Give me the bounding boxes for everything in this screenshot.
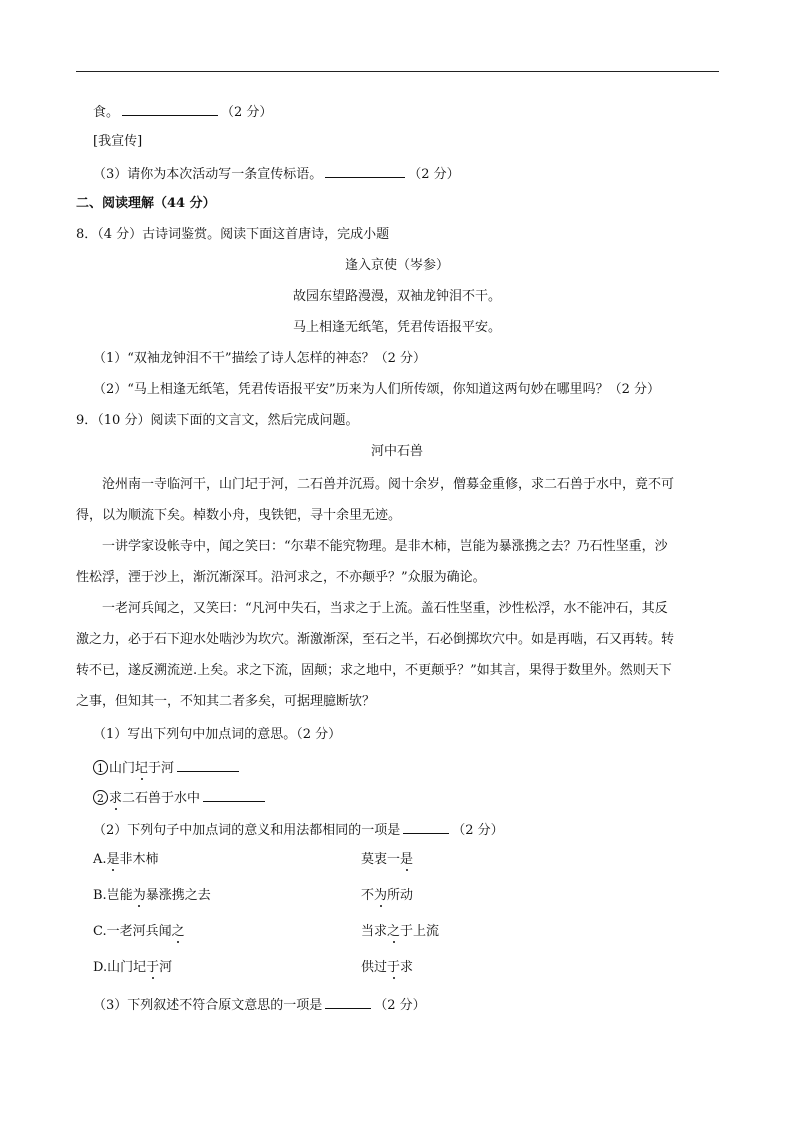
passage-p1-l1: 沧州南一寺临河干，山门圮于河，二石兽并沉焉。阅十余岁，僧募金重修，求二石兽于水中，竟不可: [102, 477, 675, 492]
answer-blank[interactable]: [325, 996, 371, 1009]
q9-sub1-item2: 2 求二石兽于水中: [93, 789, 268, 807]
emphasis-word: 于: [146, 960, 160, 975]
emphasis-word: 是: [106, 852, 120, 867]
q8-sub2: （2）“马上相逢无纸笔，凭君传语报平安”历来为人们所传颂，你知道这两句妙在哪里吗？（2 分）: [93, 382, 660, 397]
q9-sub1: （1）写出下列句中加点词的意思。（2 分）: [93, 727, 342, 742]
circled-number: 2: [93, 790, 108, 805]
passage-p3-l4: 之事，但知其一，不知其二者多矣，可据理臆断欤？: [76, 694, 376, 709]
q9-sub2: （2）下列句子中加点词的意义和用法都相同的一项是 （2 分）: [93, 823, 504, 838]
passage-p1-l2: 得，以为顺流下矣。棹数小舟，曳铁钯，寻十余里无迹。: [76, 508, 402, 523]
option-c[interactable]: C.一老河兵闻之 当求之于上流: [93, 924, 440, 939]
option-d[interactable]: D.山门圮于河 供过于求: [93, 960, 414, 975]
q9-sub3: （3）下列叙述不符合原文意思的一项是 （2 分）: [93, 998, 426, 1013]
emphasis-word: 为: [374, 888, 388, 903]
answer-blank[interactable]: [122, 103, 218, 116]
option-a[interactable]: A.是非木柿 莫衷一是: [93, 852, 414, 867]
emphasis-word: 之: [171, 924, 185, 939]
q8-sub1: （1）“双袖龙钟泪不干”描绘了诗人怎样的神态？（2 分）: [93, 351, 426, 366]
q9-sub1-item1: 1 山门圮于河: [93, 759, 242, 777]
poem-title: 逢入京使（岑参）: [344, 258, 449, 273]
passage-p3-l1: 一老河兵闻之，又笑曰：“凡河中失石，当求之于上流。盖石性坚重，沙性松浮，水不能冲石，其反: [102, 601, 668, 616]
header-rule: [76, 71, 719, 72]
emphasis-word: 为: [132, 888, 146, 903]
propaganda-heading: [我宣传]: [93, 134, 143, 149]
emphasis-word: 是: [400, 852, 414, 867]
section-heading-reading: 二、阅读理解（44 分）: [76, 196, 216, 211]
emphasis-word: 之: [387, 924, 401, 939]
q3-slogan: （3）请你为本次活动写一条宣传标语。 （2 分）: [93, 167, 460, 182]
option-b[interactable]: B.岂能为暴涨携之去 不为所动: [93, 888, 414, 903]
line-food-answer: 食。 （2 分）: [93, 105, 273, 120]
answer-blank[interactable]: [325, 165, 405, 178]
emphasis-word: 圮: [135, 761, 149, 776]
emphasis-word: 求: [109, 791, 123, 806]
emphasis-word: 于: [387, 960, 401, 975]
circled-number: 1: [93, 760, 108, 775]
answer-blank[interactable]: [203, 789, 265, 802]
q8-stem: 8．（4 分）古诗词鉴赏。阅读下面这首唐诗，完成小题: [76, 227, 390, 242]
answer-blank[interactable]: [403, 821, 449, 834]
poem-line-2: 马上相逢无纸笔，凭君传语报平安。: [292, 320, 501, 335]
answer-blank[interactable]: [177, 759, 239, 772]
passage-p3-l2: 激之力，必于石下迎水处啮沙为坎穴。渐激渐深，至石之半，石必倒掷坎穴中。如是再啮，石又再转。转: [76, 632, 675, 647]
poem-line-1: 故园东望路漫漫，双袖龙钟泪不干。: [292, 289, 501, 304]
passage-p2-l2: 性松浮，湮于沙上，渐沉渐深耳。沿河求之，不亦颠乎？”众服为确论。: [76, 570, 486, 585]
passage-p3-l3: 转不已，遂反溯流逆.上矣。求之下流，固颠；求之地中，不更颠乎？”如其言，果得于数里外。然则天下: [76, 663, 672, 678]
passage-p2-l1: 一讲学家设帐寺中，闻之笑曰：“尔辈不能究物理。是非木柿，岂能为暴涨携之去？乃石性坚重，沙: [102, 539, 668, 554]
q9-stem: 9．（10 分）阅读下面的文言文，然后完成问题。: [76, 413, 359, 428]
passage-title: 河中石兽: [370, 444, 423, 459]
